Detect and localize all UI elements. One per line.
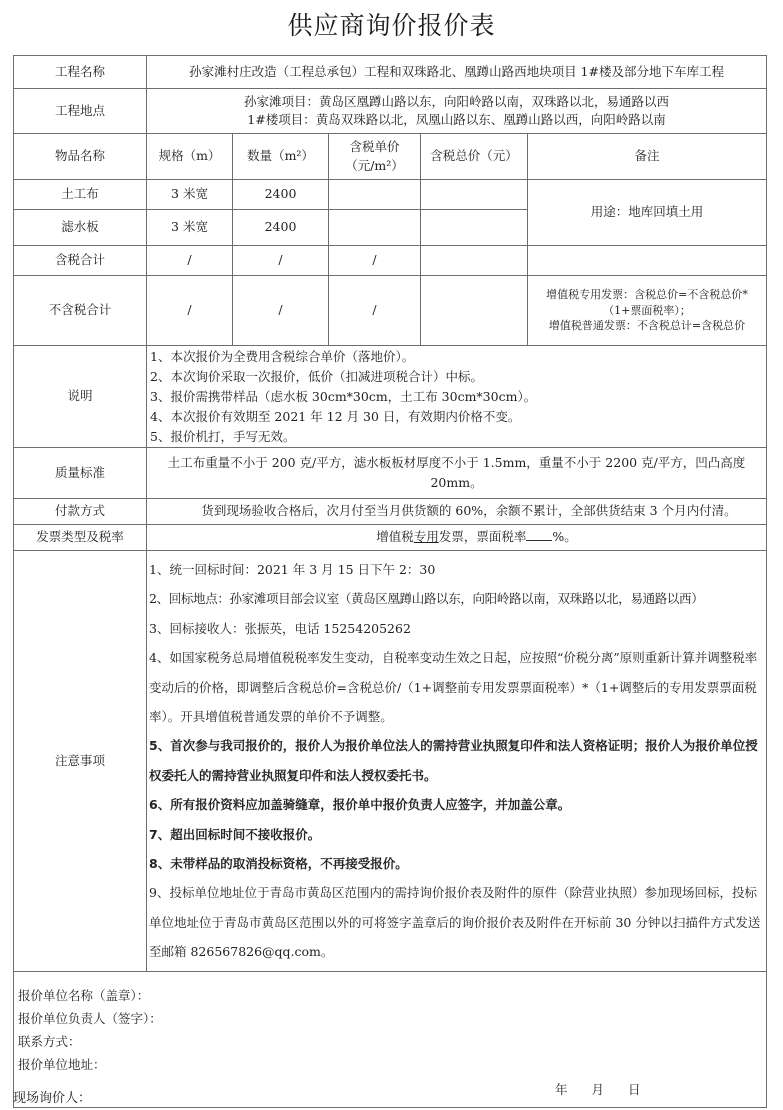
invoice-label: 发票类型及税率 [14,525,147,551]
header-name: 物品名称 [14,134,147,180]
pretax-total-field[interactable] [421,276,528,346]
note-item: 6、所有报价资料应加盖骑缝章，报价单中报价负责人应签字，并加盖公章。 [149,797,571,813]
tax-total-unit-price: / [329,246,421,276]
note-item: 1、统一回标时间：2021 年 3 月 15 日下午 2：30 [149,562,436,577]
pretax-total-label: 不含税合计 [14,276,147,346]
note-item: 9、投标单位地址位于青岛市黄岛区范围内的需持询价报价表及附件的原件（除营业执照）参加现场回标，投标单位地址位于青岛市黄岛区范围以外的可将签字盖章后的询价报价表及附件在开标前 30 分钟以扫描件方式发送至邮箱 826567826@qq.com。 [149,885,761,960]
note-item: 3、回标接收人：张振英，电话 15254205262 [149,620,411,636]
inspector-field[interactable]: 现场询价人： [13,1091,92,1106]
tax-total-row [14,246,767,276]
header-remark: 备注 [528,134,767,180]
explanation-label: 说明 [14,346,147,448]
payment-text: 货到现场验收合格后，次月付至当月供货额的 60%，余额不累计，全部供货结束 3 个月内付清。 [147,499,767,525]
payment-label: 付款方式 [14,499,147,525]
note-item: 2、回标地点：孙家滩项目部会议室（黄岛区凰蹲山路以东，向阳岭路以南，双珠路以北，易通路以西） [149,591,704,607]
explanation-item: 5、报价机打，手写无效。 [150,428,296,444]
explanation-item: 4、本次报价有效期至 2021 年 12 月 30 日，有效期内价格不变。 [150,408,521,424]
notes-row [14,551,767,972]
project-name-label: 工程名称 [14,56,147,89]
header-unit-price-line1: 含税单价 [349,139,400,155]
quotation-table [13,55,767,1108]
invoice-prefix: 增值税 [376,529,414,545]
explanation-item: 2、本次询价采取一次报价，低价（扣减进项税合计）中标。 [150,368,483,384]
remark-line: 增值税专用发票：含税总价=不含税总价* [546,287,748,301]
pretax-total-unit-price: / [329,276,421,346]
explanation-list [147,346,767,448]
explanation-row [14,346,767,448]
item-qty: 2400 [233,210,329,246]
location-line: 1#楼项目：黄岛双珠路以北，凤凰山路以东、凰蹲山路以西，向阳岭路以南 [247,112,666,127]
pretax-total-qty: / [233,276,329,346]
remark-line: （1+票面税率）； [603,303,691,317]
note-item: 4、如国家税务总局增值税税率发生变动，自税率变动生效之日起，应按照“价税分离”原则重新计算并调整税率变动后的价格，即调整后含税总价=含税总价/（1+调整前专用发票票面税率）*（1+调整后的专用发票票面税率）。开具增值税普通发票的单价不予调整。 [149,650,758,725]
item-spec: 3 米宽 [147,210,233,246]
explanation-item: 1、本次报价为全费用含税综合单价（落地价）。 [150,348,415,364]
signature-date[interactable] [18,1078,762,1101]
quality-text: 土工布重量不小于 200 克/平方，滤水板板材厚度不小于 1.5mm，重量不小于 2200 克/平方，凹凸高度 20mm。 [147,448,767,499]
location-line: 孙家滩项目：黄岛区凰蹲山路以东，向阳岭路以南，双珠路以北，易通路以西 [244,93,670,109]
invoice-mid: 发票，票面税率 [438,529,527,545]
header-unit-price-line2: （元/m²） [345,157,404,173]
header-spec: 规格（m） [147,134,233,180]
item-total-field[interactable] [421,180,528,210]
payment-row [14,499,767,525]
item-unit-price-field[interactable] [329,180,421,210]
invoice-suffix: %。 [552,529,577,545]
tax-total-remark [528,246,767,276]
tax-total-label: 含税合计 [14,246,147,276]
items-header-row [14,134,767,180]
invoice-row [14,525,767,551]
project-name-value: 孙家滩村庄改造（工程总承包）工程和双珠路北、凰蹲山路西地块项目 1#楼及部分地下车库工程 [147,56,767,89]
notes-label: 注意事项 [14,551,147,972]
item-name: 滤水板 [14,210,147,246]
pretax-total-row [14,276,767,346]
project-location-label: 工程地点 [14,89,147,134]
item-name: 土工布 [14,180,147,210]
invoice-type-underlined: 专用 [413,529,439,545]
note-item: 5、首次参与我司报价的，报价人为报价单位法人的需持营业执照复印件和法人资格证明；报价人为报价单位授权委托人的需持营业执照复印件和法人授权委托书。 [149,738,758,783]
notes-list [147,551,767,972]
header-total: 含税总价（元） [421,134,528,180]
item-unit-price-field[interactable] [329,210,421,246]
project-name-row [14,56,767,89]
contact-field[interactable]: 联系方式： [18,1033,81,1049]
pretax-total-spec: / [147,276,233,346]
pretax-total-remark [528,276,767,346]
header-unit-price [329,134,421,180]
item-spec: 3 米宽 [147,180,233,210]
quality-label: 质量标准 [14,448,147,499]
tax-total-field[interactable] [421,246,528,276]
date-month: 月 [591,1081,605,1097]
project-location-row [14,89,767,134]
tax-total-spec: / [147,246,233,276]
item-row [14,180,767,210]
note-item: 7、超出回标时间不接收报价。 [149,826,321,842]
header-qty: 数量（m²） [233,134,329,180]
item-total-field[interactable] [421,210,528,246]
remark-line: 增值税普通发票：不含税总计=含税总价 [548,319,746,333]
note-item: 8、未带样品的取消投标资格，不再接受报价。 [149,856,408,872]
tax-total-qty: / [233,246,329,276]
quality-row [14,448,767,499]
invoice-text [147,525,767,551]
address-field[interactable]: 报价单位地址： [18,1056,106,1072]
item-qty: 2400 [233,180,329,210]
document-title: 供应商询价报价表 [287,11,496,40]
item-remark: 用途：地库回填土用 [528,180,767,246]
project-location-value [147,89,767,134]
date-year: 年 [555,1081,568,1097]
responsible-field[interactable]: 报价单位负责人（签字）： [18,1010,162,1026]
signature-block [14,971,767,1107]
tax-rate-blank-field[interactable] [526,528,552,541]
date-day: 日 [628,1081,641,1097]
company-name-field[interactable]: 报价单位名称（盖章）： [18,987,150,1003]
signature-row [14,971,767,1107]
explanation-item: 3、报价需携带样品（虑水板 30cm*30cm，土工布 30cm*30cm）。 [150,388,537,404]
